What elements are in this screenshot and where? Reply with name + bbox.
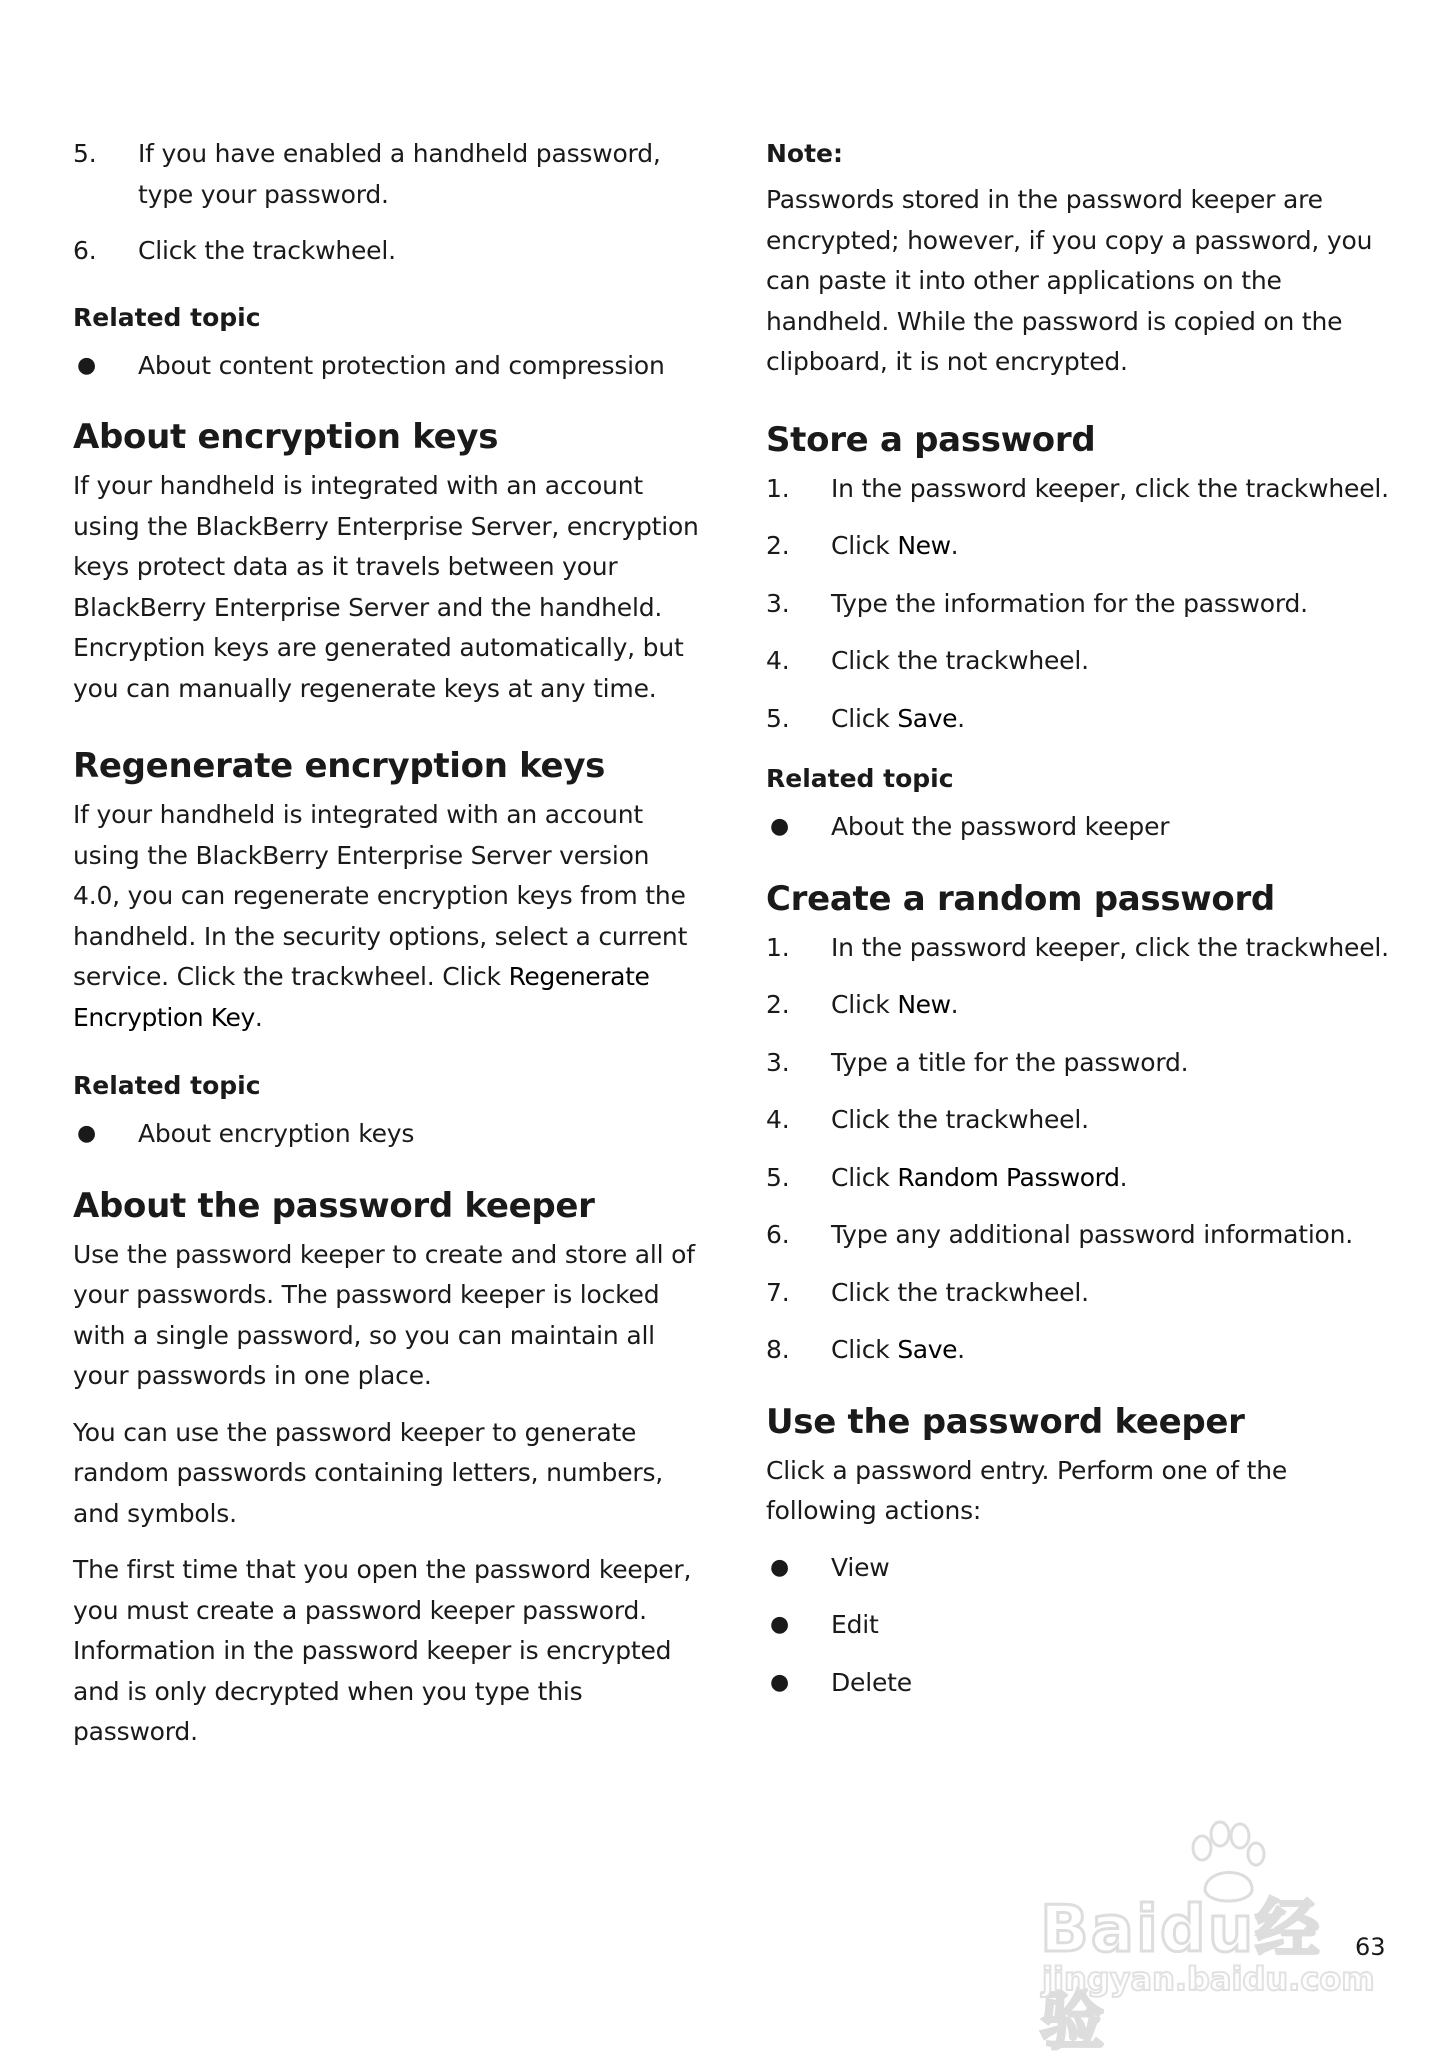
list-item <box>766 985 1396 1026</box>
step-number: 1. <box>766 473 790 503</box>
ui-term: Regenerate Encryption Key <box>73 962 650 1032</box>
right-column <box>766 134 1396 1720</box>
bullet-icon: ● <box>770 1612 789 1637</box>
watermark-text: Baidu经验 <box>1040 1893 1322 2059</box>
bullet-icon: ● <box>770 814 789 839</box>
step-text: Click the trackwheel. <box>831 1105 1089 1134</box>
list-item <box>766 1548 1396 1589</box>
step-number: 8. <box>766 1335 790 1364</box>
list-item <box>766 584 1396 625</box>
related-topic-heading: Related topic <box>73 302 261 332</box>
list-item <box>766 1215 1396 1256</box>
step-text: In the password keeper, click the trackwheel. <box>831 932 1389 962</box>
step-number: 2. <box>766 531 790 560</box>
section-paragraph: The first time that you open the password keeper, you must create a password keeper password. Information in the password keeper is encrypted and is only decrypted when you type this password. <box>73 1555 692 1746</box>
ui-term: New <box>897 990 951 1019</box>
page-number: 63 <box>1355 1933 1386 1961</box>
note-block <box>766 134 1396 383</box>
related-topic-text: About encryption keys <box>138 1119 415 1148</box>
step-number: 3. <box>766 1047 790 1077</box>
ui-term: Save <box>897 703 958 733</box>
section-paragraph <box>73 795 703 1038</box>
action-text: Delete <box>831 1667 912 1697</box>
section-store-password <box>766 419 1396 740</box>
step-text: Click <box>831 531 898 560</box>
related-topic-heading: Related topic <box>766 764 954 793</box>
related-topic-text: About the password keeper <box>831 812 1170 841</box>
bullet-icon: ● <box>77 1121 96 1146</box>
step-text: Click the trackwheel. <box>138 236 396 265</box>
list-item <box>766 469 1396 510</box>
section-create-random-password <box>766 878 1396 1371</box>
step-number: 1. <box>766 932 790 962</box>
list-item <box>73 134 703 215</box>
related-topic-link[interactable] <box>73 1114 703 1155</box>
section-paragraph: Click a password entry. Perform one of the following actions: <box>766 1455 1288 1525</box>
related-topic-list <box>766 807 1396 848</box>
step-text: Click <box>831 1335 898 1364</box>
list-item <box>766 1100 1396 1141</box>
step-text-end: . <box>957 703 965 733</box>
watermark-url: jingyan.baidu.com <box>1042 1960 1375 1998</box>
step-number: 4. <box>766 1105 790 1134</box>
related-topic-heading: Related topic <box>73 1071 261 1100</box>
actions-list <box>766 1548 1396 1704</box>
ui-term: New <box>897 531 951 560</box>
continued-steps <box>73 134 703 272</box>
paragraph-end: . <box>254 1002 263 1032</box>
note-heading: Note: <box>766 139 844 168</box>
section-about-encryption-keys <box>73 416 703 709</box>
list-item <box>766 699 1396 740</box>
section-paragraph: You can use the password keeper to generate random passwords containing letters, numbers, and symbols. <box>73 1417 664 1528</box>
section-heading: About the password keeper <box>73 1185 595 1226</box>
step-text: In the password keeper, click the trackwheel. <box>831 473 1389 503</box>
step-text: Type any additional password information. <box>831 1220 1354 1249</box>
step-number: 6. <box>766 1220 790 1249</box>
step-text-end: . <box>1119 1162 1128 1192</box>
step-text: Click <box>831 990 898 1019</box>
list-item <box>766 1043 1396 1084</box>
section-heading: Use the password keeper <box>766 1401 1245 1442</box>
related-topic-list <box>73 346 703 387</box>
step-number: 3. <box>766 588 790 618</box>
section-heading: About encryption keys <box>73 417 499 457</box>
list-item <box>766 1330 1396 1371</box>
section-paragraph: If your handheld is integrated with an account using the BlackBerry Enterprise Server, encryption keys protect data as it travels between your BlackBerry Enterprise Server and the handheld. Encryption keys are generated automatically, but you can manually regenerate keys at any time. <box>73 471 699 703</box>
list-item <box>73 231 703 272</box>
list-item <box>766 641 1396 682</box>
step-number: 6. <box>73 236 97 265</box>
random-steps-list <box>766 928 1396 1371</box>
bullet-icon: ● <box>770 1554 789 1580</box>
section-heading: Regenerate encryption keys <box>73 746 606 786</box>
baidu-watermark <box>1030 1820 1380 2059</box>
step-text-end: . <box>950 531 959 560</box>
action-text: View <box>831 1552 890 1582</box>
list-item <box>766 526 1396 567</box>
step-number: 5. <box>73 139 97 168</box>
ui-term: Save <box>897 1335 958 1364</box>
list-item <box>766 1158 1396 1199</box>
section-regenerate-encryption-keys <box>73 745 703 1038</box>
step-text-end: . <box>957 1335 965 1364</box>
step-text-end: . <box>950 990 959 1019</box>
step-number: 7. <box>766 1277 790 1307</box>
list-item <box>766 1273 1396 1314</box>
bullet-icon: ● <box>77 352 96 378</box>
related-topic-link[interactable] <box>766 807 1396 848</box>
ui-term: Random Password <box>897 1162 1120 1192</box>
step-text: If you have enabled a handheld password, type your password. <box>138 139 661 209</box>
step-text: Type the information for the password. <box>831 588 1308 618</box>
step-text: Click the trackwheel. <box>831 646 1089 675</box>
related-topic-link[interactable] <box>73 346 703 387</box>
section-use-password-keeper <box>766 1401 1396 1704</box>
list-item <box>766 1663 1396 1704</box>
step-number: 2. <box>766 990 790 1019</box>
note-text: Passwords stored in the password keeper are encrypted; however, if you copy a password, you can paste it into other applications on the handheld. While the password is copied on the clipboard, it is not encrypted. <box>766 185 1373 376</box>
related-topic-list <box>73 1114 703 1155</box>
step-number: 5. <box>766 1162 790 1192</box>
bullet-icon: ● <box>770 1669 789 1695</box>
section-about-password-keeper <box>73 1185 703 1753</box>
step-text: Click the trackwheel. <box>831 1277 1089 1307</box>
section-paragraph: Use the password keeper to create and store all of your passwords. The password keeper is locked with a single password, so you can maintain all your passwords in one place. <box>73 1239 695 1390</box>
list-item <box>766 1605 1396 1646</box>
paragraph-text: If your handheld is integrated with an account using the BlackBerry Enterprise Server version 4.0, you can regenerate encryption keys from the handheld. In the security options, select a current service. Click the trackwheel. Click <box>73 800 688 991</box>
list-item <box>766 928 1396 969</box>
step-text: Type a title for the password. <box>831 1047 1189 1077</box>
section-heading: Create a random password <box>766 878 1275 919</box>
step-text: Click <box>831 1162 898 1192</box>
store-steps-list <box>766 469 1396 740</box>
left-column <box>73 134 703 1753</box>
section-heading: Store a password <box>766 419 1096 460</box>
step-number: 4. <box>766 646 790 675</box>
step-text: Click <box>831 703 898 733</box>
action-text: Edit <box>831 1610 879 1639</box>
step-number: 5. <box>766 703 790 733</box>
related-topic-text: About content protection and compression <box>138 350 665 380</box>
